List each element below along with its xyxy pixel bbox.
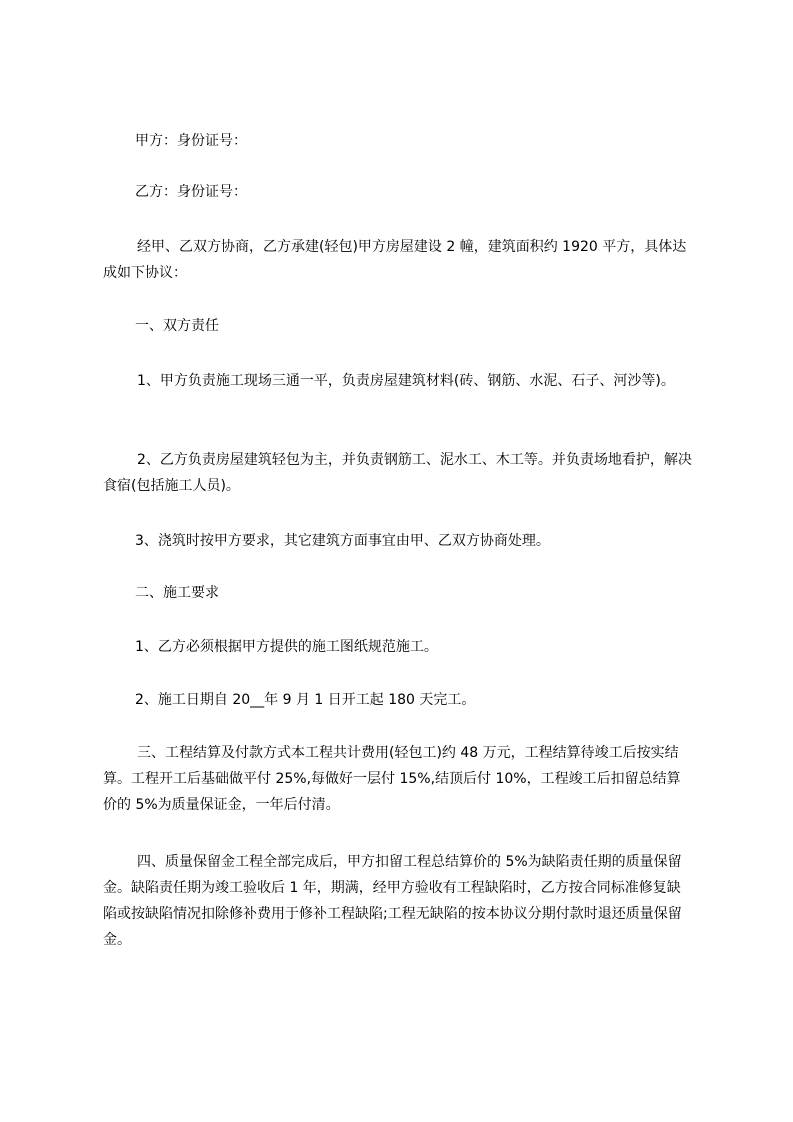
section-1-item-3: 3、浇筑时按甲方要求，其它建筑方面事宜由甲、乙双方协商处理。 — [135, 533, 550, 549]
section-1-heading: 一、双方责任 — [135, 318, 219, 334]
party-a-line: 甲方：身份证号： — [135, 133, 247, 149]
section-2-heading: 二、施工要求 — [135, 585, 219, 601]
section-4-paragraph: 四、质量保留金工程全部完成后，甲方扣留工程总结算价的 5%为缺陷责任期的质量保留金。缺陷责任期为竣工验收后 1 年，期满，经甲方验收有工程缺陷时，乙方按合同标准修复缺陷或按缺陷情况扣除修补费用于修补工程缺陷;工程无缺陷的按本协议分期付款时退还质量保留金。 — [103, 854, 682, 948]
section-2-item-1: 1、乙方必须根据甲方提供的施工图纸规范施工。 — [135, 639, 438, 655]
section-1-item-1: 1、甲方负责施工现场三通一平，负责房屋建筑材料(砖、钢筋、水泥、石子、河沙等)。 — [137, 373, 675, 389]
intro-paragraph: 经甲、乙双方协商，乙方承建(轻包)甲方房屋建设 2 幢，建筑面积约 1920 平方，具体达成如下协议： — [103, 239, 687, 281]
section-3-paragraph: 三、工程结算及付款方式本工程共计费用(轻包工)约 48 万元，工程结算待竣工后按实结算。工程开工后基础做平付 25%,每做好一层付 15%,结顶后付 10%，工程竣工后扣留总结算价的 5%为质量保证金，一年后付清。 — [103, 745, 681, 813]
party-b-line: 乙方：身份证号： — [135, 184, 247, 200]
section-2-item-2: 2、施工日期自 20__年 9 月 1 日开工起 180 天完工。 — [135, 692, 476, 708]
section-1-item-2: 2、乙方负责房屋建筑轻包为主，并负责钢筋工、泥水工、木工等。并负责场地看护，解决食宿(包括施工人员)。 — [103, 452, 692, 494]
